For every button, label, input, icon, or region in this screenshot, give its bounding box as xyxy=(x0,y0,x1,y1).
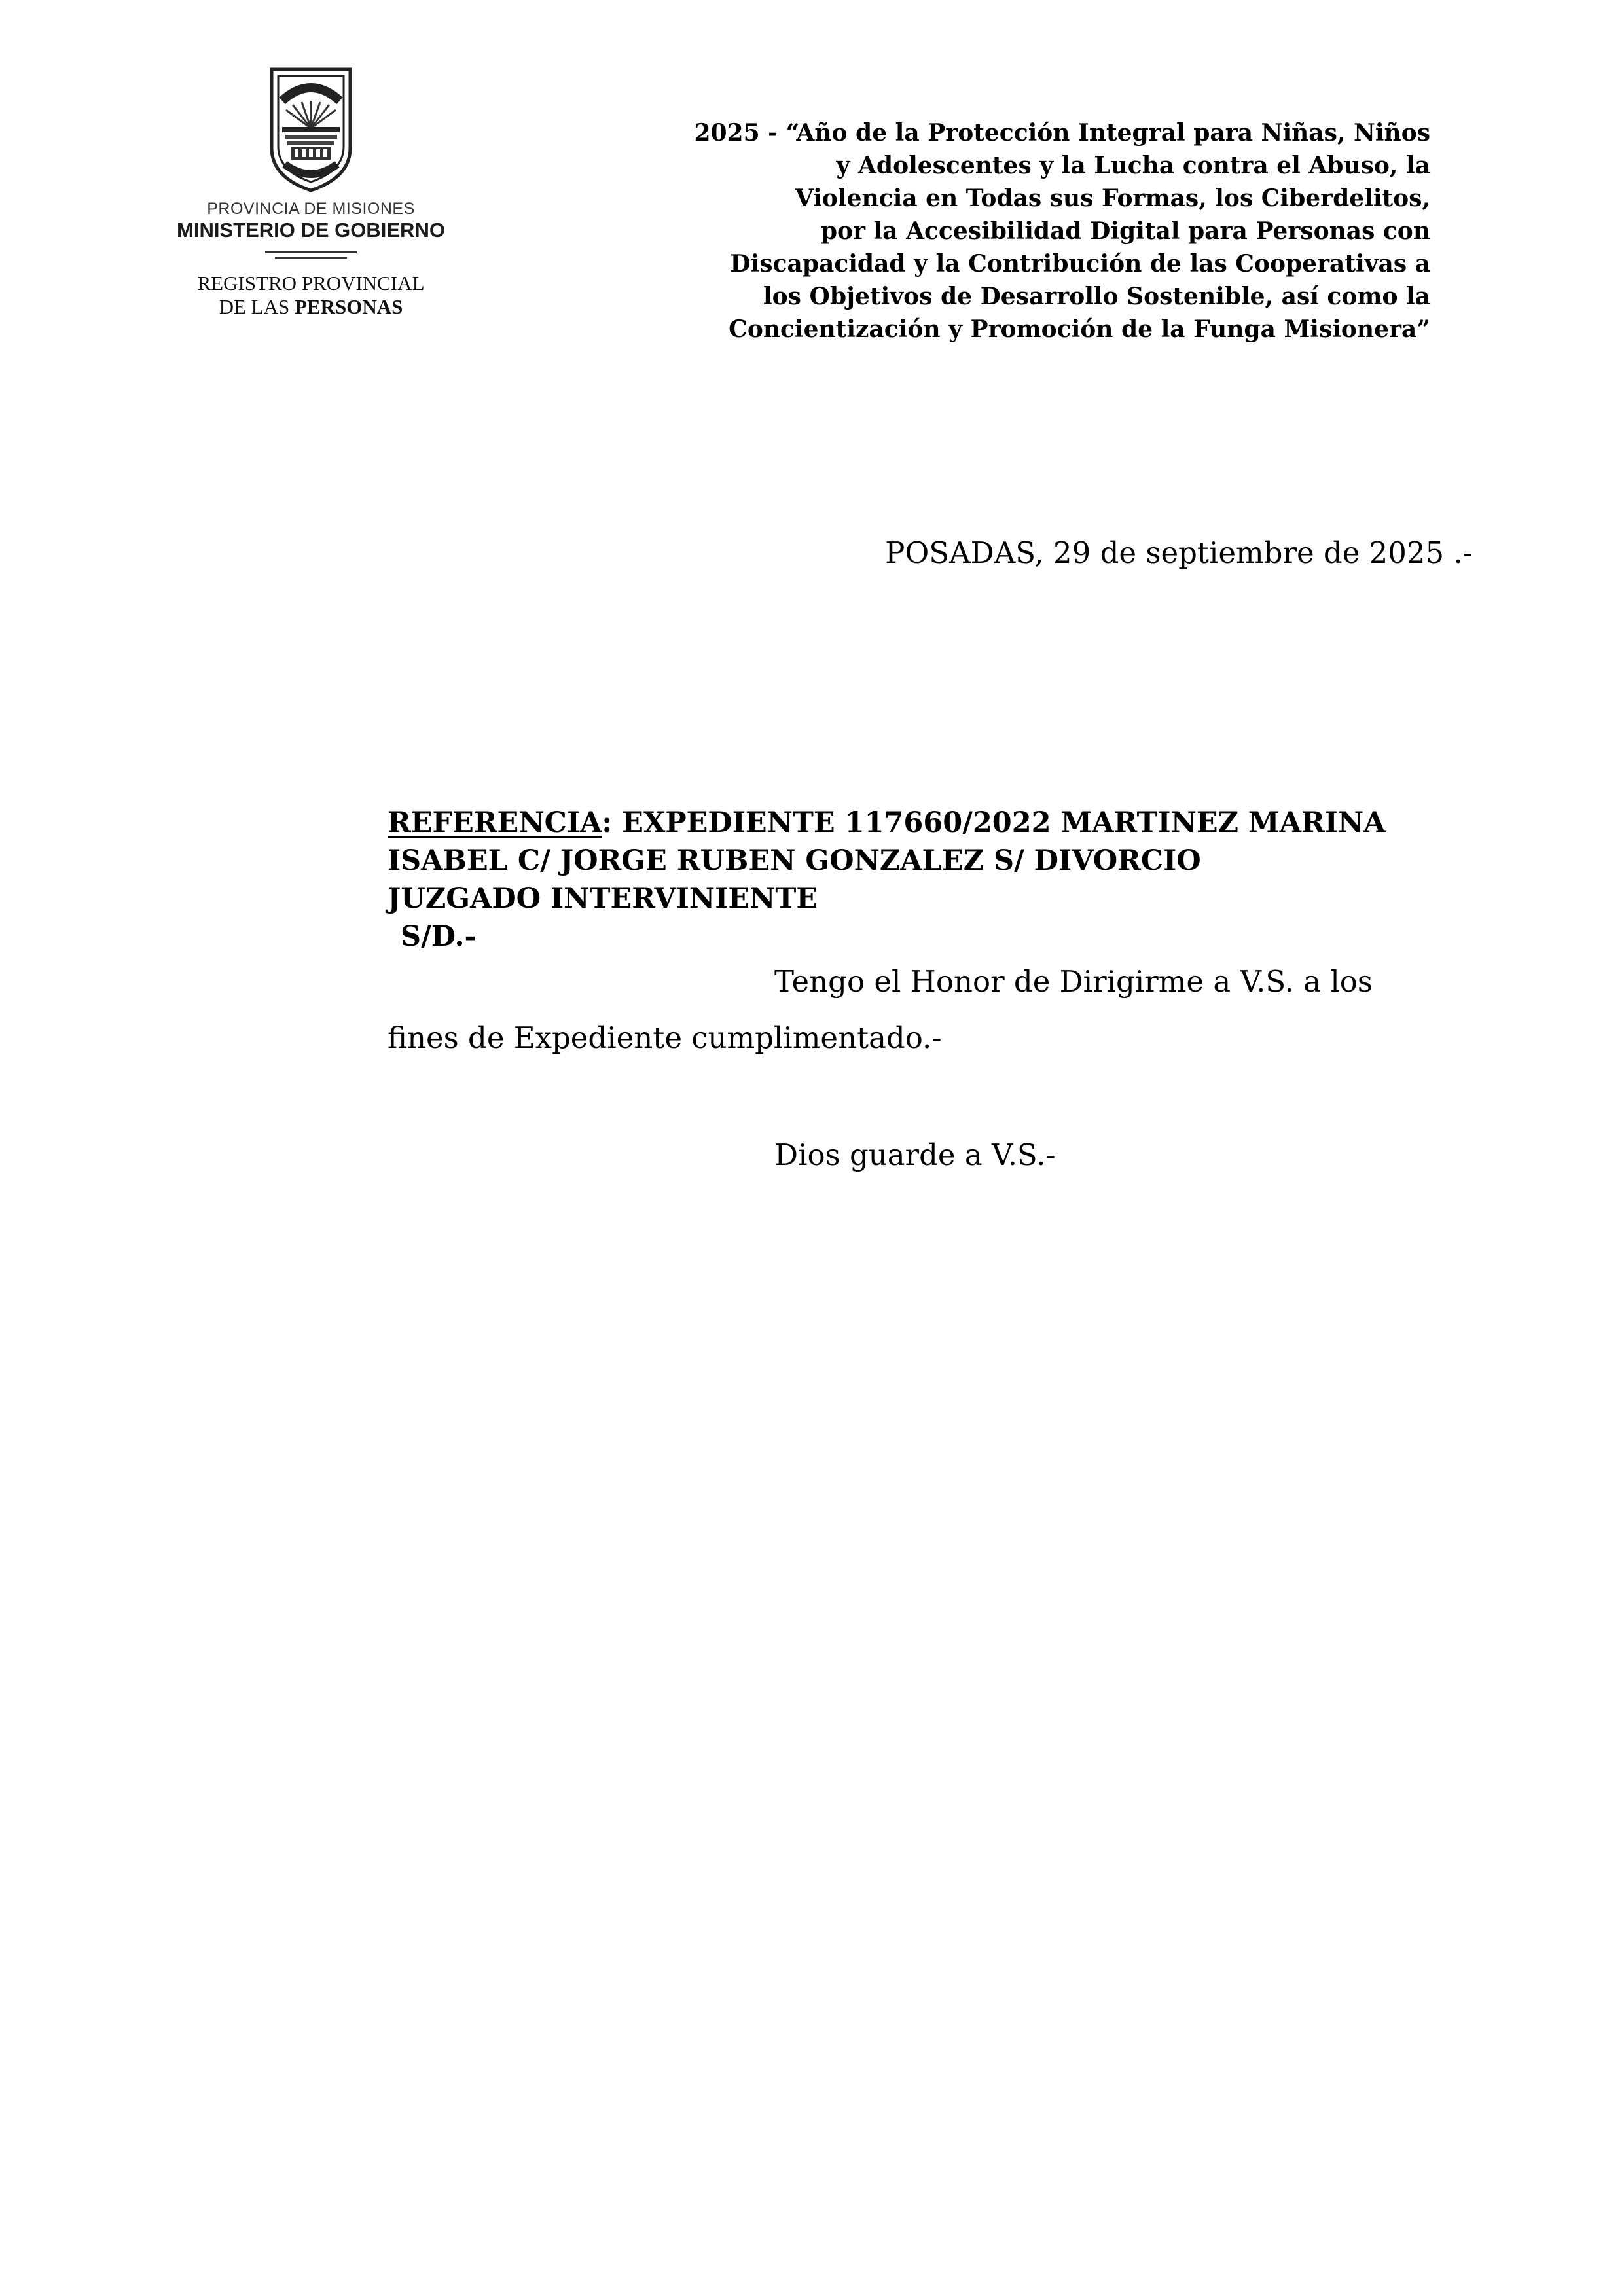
reference-label: REFERENCIA xyxy=(388,806,602,839)
department-line-2-prefix: DE LAS xyxy=(219,295,295,318)
coat-of-arms-icon xyxy=(259,63,363,194)
department-line-1: REGISTRO PROVINCIAL xyxy=(197,272,425,295)
province-name: PROVINCIA DE MISIONES xyxy=(207,200,415,218)
reference-expediente: : EXPEDIENTE 117660/2022 MARTINEZ MARINA xyxy=(602,806,1386,839)
reference-line-2: ISABEL C/ JORGE RUBEN GONZALEZ S/ DIVORCIO xyxy=(388,844,1201,877)
reference-line-4: S/D.- xyxy=(401,920,477,953)
body-line-1: Tengo el Honor de Dirigirme a V.S. a los xyxy=(774,964,1373,999)
letterhead-logo xyxy=(151,63,471,319)
body-line-2: fines de Expediente cumplimentado.- xyxy=(388,1020,942,1055)
motto-line: Violencia en Todas sus Formas, los Ciberdelitos, xyxy=(795,185,1430,212)
department-name xyxy=(151,272,471,319)
reference-line-1 xyxy=(388,804,1500,842)
motto-line: Concientización y Promoción de la Funga Misionera” xyxy=(729,315,1430,343)
reference-line-3: JUZGADO INTERVINIENTE xyxy=(388,882,818,915)
motto-line: y Adolescentes y la Lucha contra el Abuso, la xyxy=(836,152,1430,179)
department-line-2 xyxy=(151,295,471,319)
motto-line: Discapacidad y la Contribución de las Cooperativas a xyxy=(730,250,1430,278)
motto-line: los Objetivos de Desarrollo Sostenible, así como la xyxy=(763,283,1430,310)
ministry-name: MINISTERIO DE GOBIERNO xyxy=(177,219,445,242)
department-line-2-strong: PERSONAS xyxy=(295,295,403,318)
logo-divider xyxy=(265,251,357,253)
reference-block xyxy=(388,804,1500,956)
closing-line: Dios guarde a V.S.- xyxy=(774,1138,1056,1172)
motto-line: por la Accesibilidad Digital para Personas con xyxy=(820,217,1430,245)
motto-line: 2025 - “Año de la Protección Integral para Niñas, Niños xyxy=(694,119,1430,147)
place-date-line: POSADAS, 29 de septiembre de 2025 .- xyxy=(885,535,1473,570)
year-motto xyxy=(589,117,1430,346)
logo-divider-secondary xyxy=(275,257,347,259)
